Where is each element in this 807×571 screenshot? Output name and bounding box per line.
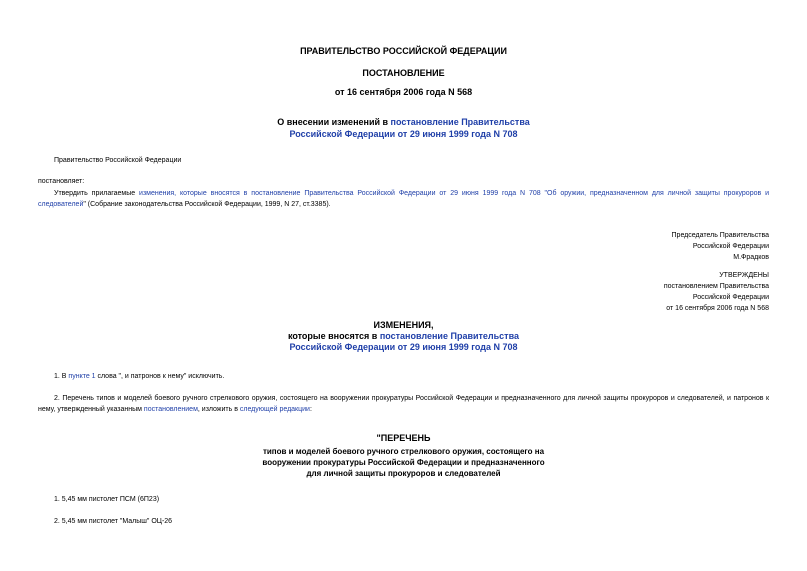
government-heading: ПРАВИТЕЛЬСТВО РОССИЙСКОЙ ФЕДЕРАЦИИ — [300, 46, 507, 56]
approved-line1: УТВЕРЖДЕНЫ — [719, 272, 769, 279]
preamble-government: Правительство Российской Федерации — [54, 157, 182, 164]
list-item: 1. 5,45 мм пистолет ПСМ (6П23) — [54, 496, 160, 503]
approved-line4: от 16 сентября 2006 года N 568 — [666, 305, 769, 312]
item-1-suffix: слова ", и патронов к нему" исключить. — [95, 373, 225, 380]
item-1 — [54, 373, 224, 380]
item-2-text3: , изложить в — [197, 406, 240, 413]
item-2-text1: 2. Перечень типов и моделей боевого ручного стрелкового оружия, состоящего на вооружении прокуратуры Российской Федерации и предназначенного для личной защиты прокуроров и следователей, и патронов — [54, 395, 764, 402]
approve-paragraph — [38, 188, 769, 210]
approved-line2: постановлением Правительства — [663, 283, 769, 290]
approved-block — [664, 270, 769, 314]
approve-link[interactable]: изменения, которые вносятся в постановление Правительства Российской Федерации от 29 июня 1999 года N 708 "Об оружии, предназначенном для личной защиты прокуроров и — [139, 190, 769, 197]
list-title: "ПЕРЕЧЕНЬ — [376, 433, 431, 443]
signature-block — [672, 230, 769, 263]
list-heading-line3: для личной защиты прокуроров и следователей — [306, 469, 501, 478]
item-1-prefix: 1. В — [54, 373, 69, 380]
changes-link-part2[interactable]: Российской Федерации от 29 июня 1999 года N 708 — [289, 342, 518, 352]
decree-date: от 16 сентября 2006 года N 568 — [334, 87, 473, 97]
approve-suffix: " (Собрание законодательства Российской Федерации, 1999, N 27, ст.3385). — [83, 201, 331, 208]
list-heading-line2: вооружении прокуратуры Российской Федерации и предназначенного — [262, 458, 545, 467]
signature-line3: М.Фрадков — [733, 254, 769, 261]
changes-title: ИЗМЕНЕНИЯ, — [373, 320, 434, 330]
list-heading — [0, 446, 807, 479]
item-1-link[interactable]: пункте 1 — [68, 373, 96, 380]
approve-prefix: Утвердить прилагаемые — [54, 190, 140, 197]
item-2 — [38, 393, 769, 415]
changes-sub-prefix: которые вносятся в — [287, 331, 380, 341]
subject-link-part1[interactable]: постановление Правительства — [390, 117, 530, 127]
list-heading-line1: типов и моделей боевого ручного стрелкового оружия, состоящего на — [262, 447, 545, 456]
signature-line2: Российской Федерации — [692, 243, 769, 250]
item-2-link1[interactable]: постановлением — [143, 406, 198, 413]
preamble-decides: постановляет: — [38, 178, 85, 185]
item-2-text2: к нему, утвержденный указанным — [38, 395, 770, 413]
subject-prefix: О внесении изменений в — [277, 117, 391, 127]
changes-heading — [0, 320, 807, 353]
item-2-text4: : — [309, 406, 312, 413]
list-item: 2. 5,45 мм пистолет "Малыш" ОЦ-26 — [54, 518, 173, 525]
changes-link-part1[interactable]: постановление Правительства — [379, 331, 520, 341]
item-2-link2[interactable]: следующей редакции — [239, 406, 310, 413]
subject-heading — [0, 116, 807, 140]
doc-type-heading: ПОСТАНОВЛЕНИЕ — [362, 68, 445, 78]
approve-link-cont[interactable]: следователей — [38, 201, 84, 208]
signature-line1: Председатель Правительства — [671, 232, 769, 239]
subject-link-part2[interactable]: Российской Федерации от 29 июня 1999 года N 708 — [289, 129, 518, 139]
approved-line3: Российской Федерации — [692, 294, 769, 301]
